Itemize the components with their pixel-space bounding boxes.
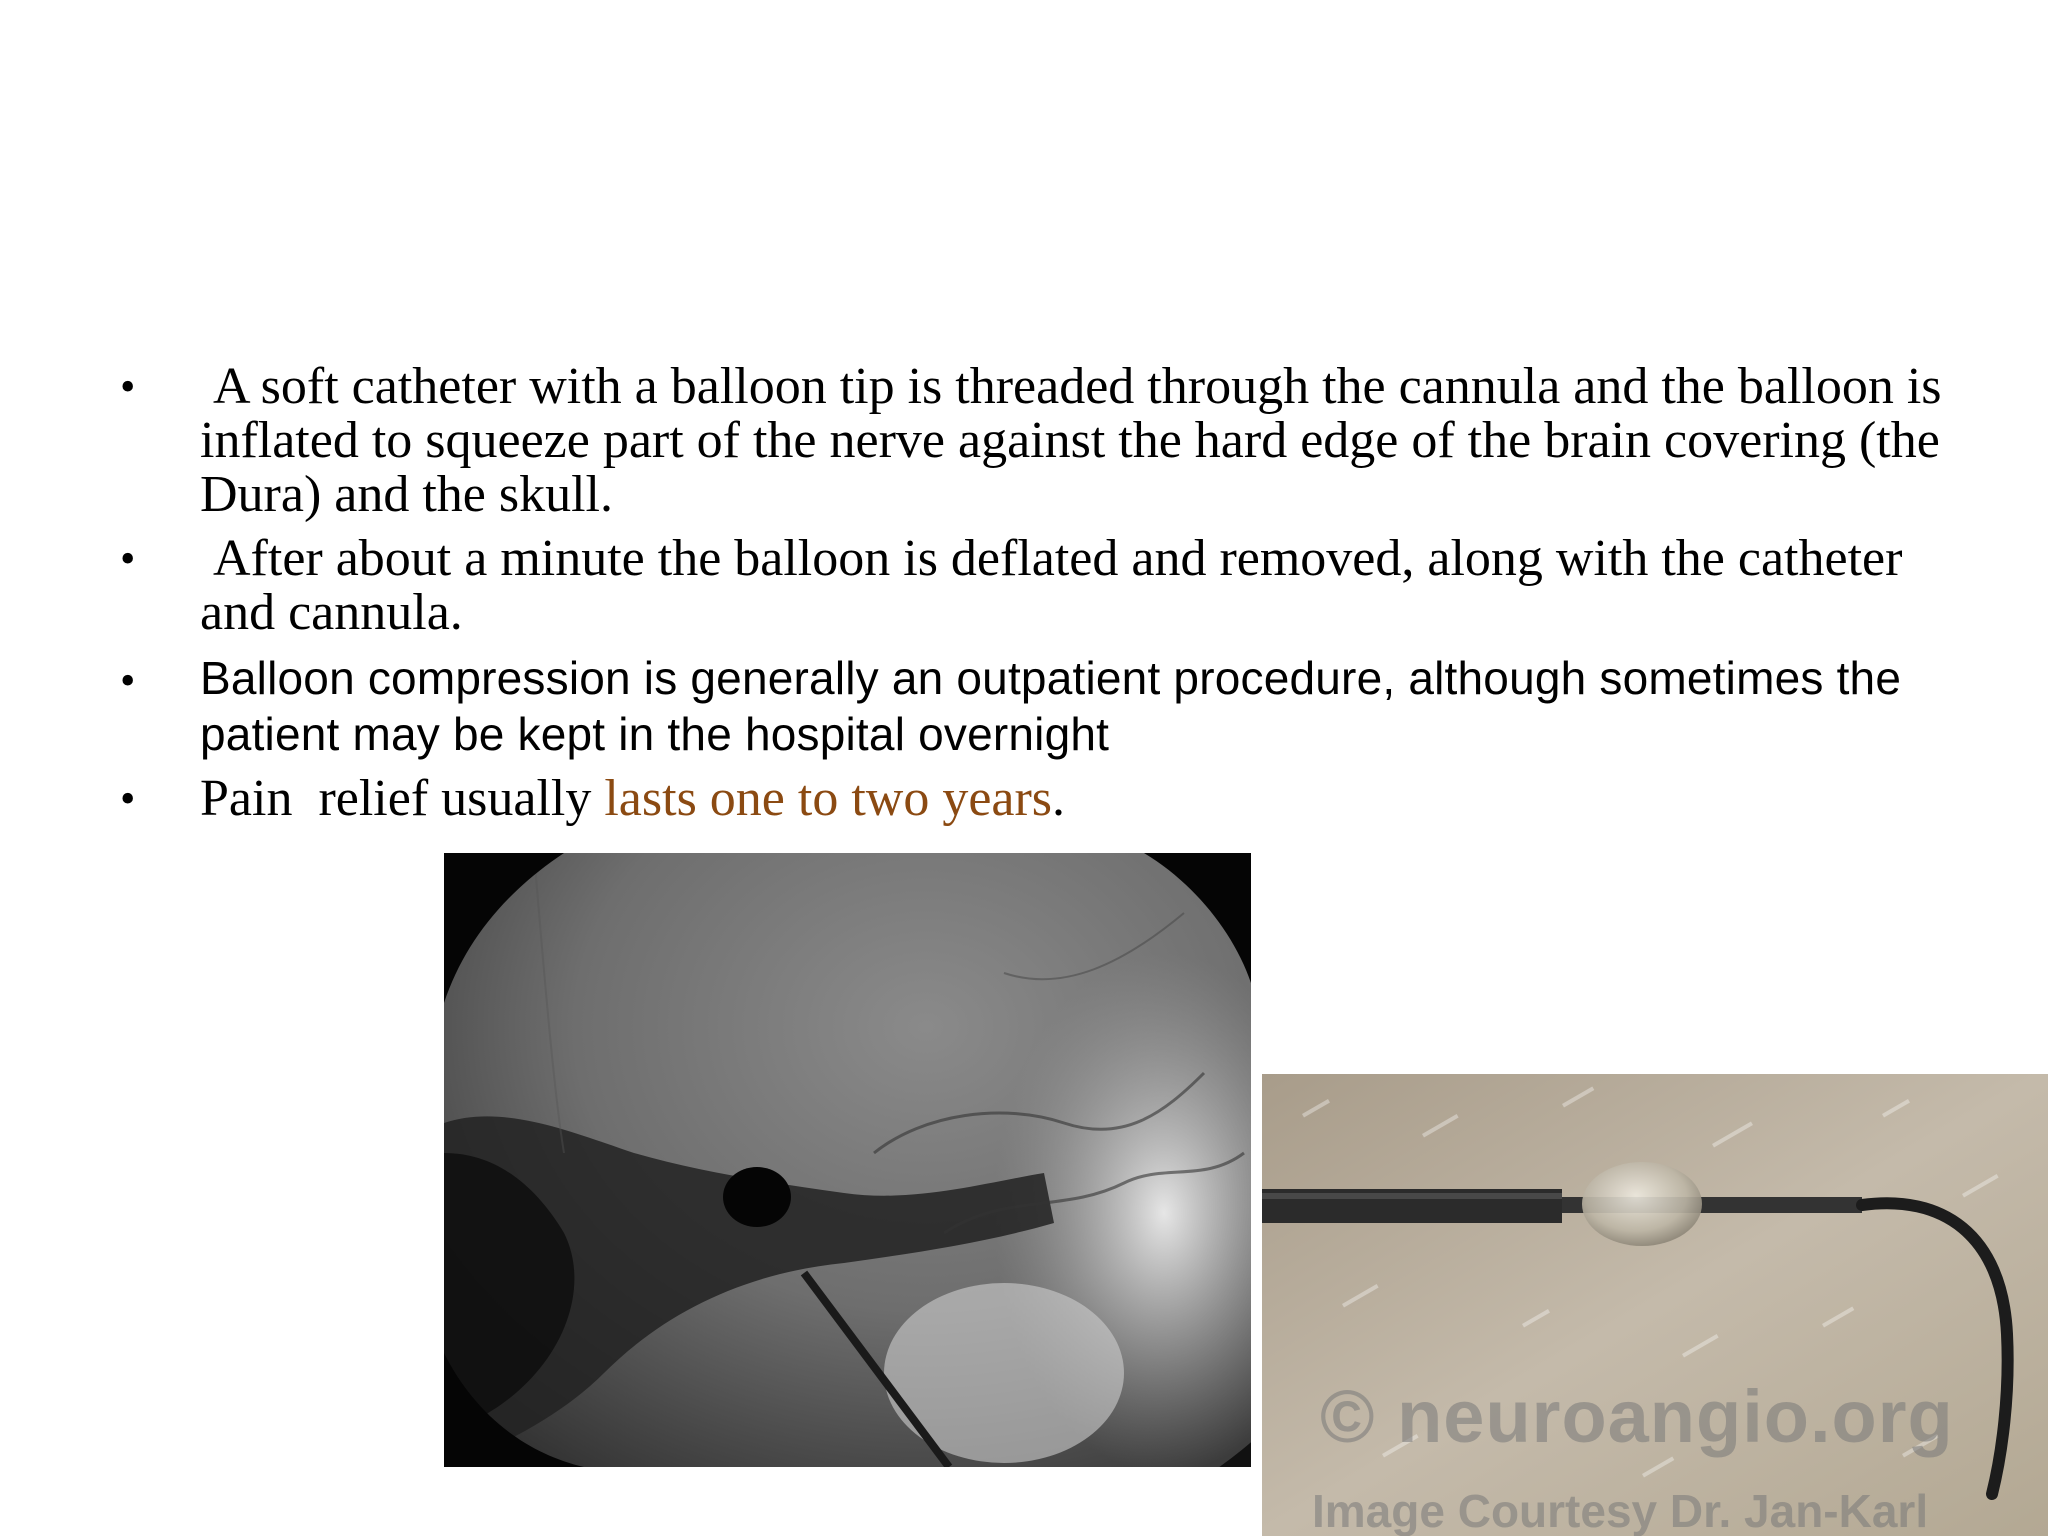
bullet-item-4: [120, 772, 1980, 826]
bullet-item-3: [120, 650, 1980, 762]
bullet-marker: •: [120, 774, 136, 823]
bullet-text: [200, 772, 1980, 826]
bullet-text: A soft catheter with a balloon tip is threaded through the cannula and the balloon is inflated to squeeze part of the nerve against the hard edge of the brain covering (the Dura) and the skull.: [200, 358, 1955, 523]
bullet-marker: •: [120, 534, 136, 583]
bullet-marker: •: [120, 656, 136, 705]
watermark-credit: Image Courtesy Dr. Jan-Karl: [1312, 1485, 1929, 1536]
bullet-text-end: .: [1052, 770, 1066, 827]
balloon-catheter-graphic: [1262, 1074, 2048, 1536]
watermark-site: © neuroangio.org: [1320, 1375, 1954, 1458]
bullet-marker: •: [120, 362, 136, 411]
bullet-text: After about a minute the balloon is deflated and removed, along with the catheter and cannula.: [200, 530, 1916, 641]
bullet-list: [120, 360, 1980, 836]
bullet-text-plain: Pain relief usually: [200, 770, 605, 827]
bullet-item-1: [120, 360, 1980, 522]
balloon-catheter-photo: [1262, 1074, 2048, 1536]
bullet-text-highlight: lasts one to two years: [604, 770, 1053, 827]
x-ray-graphic: [444, 853, 1251, 1467]
x-ray-image: [444, 853, 1251, 1467]
bullet-item-2: [120, 532, 1980, 640]
bullet-text: Balloon compression is generally an outpatient procedure, although sometimes the patient may be kept in the hospital overnight: [200, 652, 1902, 760]
